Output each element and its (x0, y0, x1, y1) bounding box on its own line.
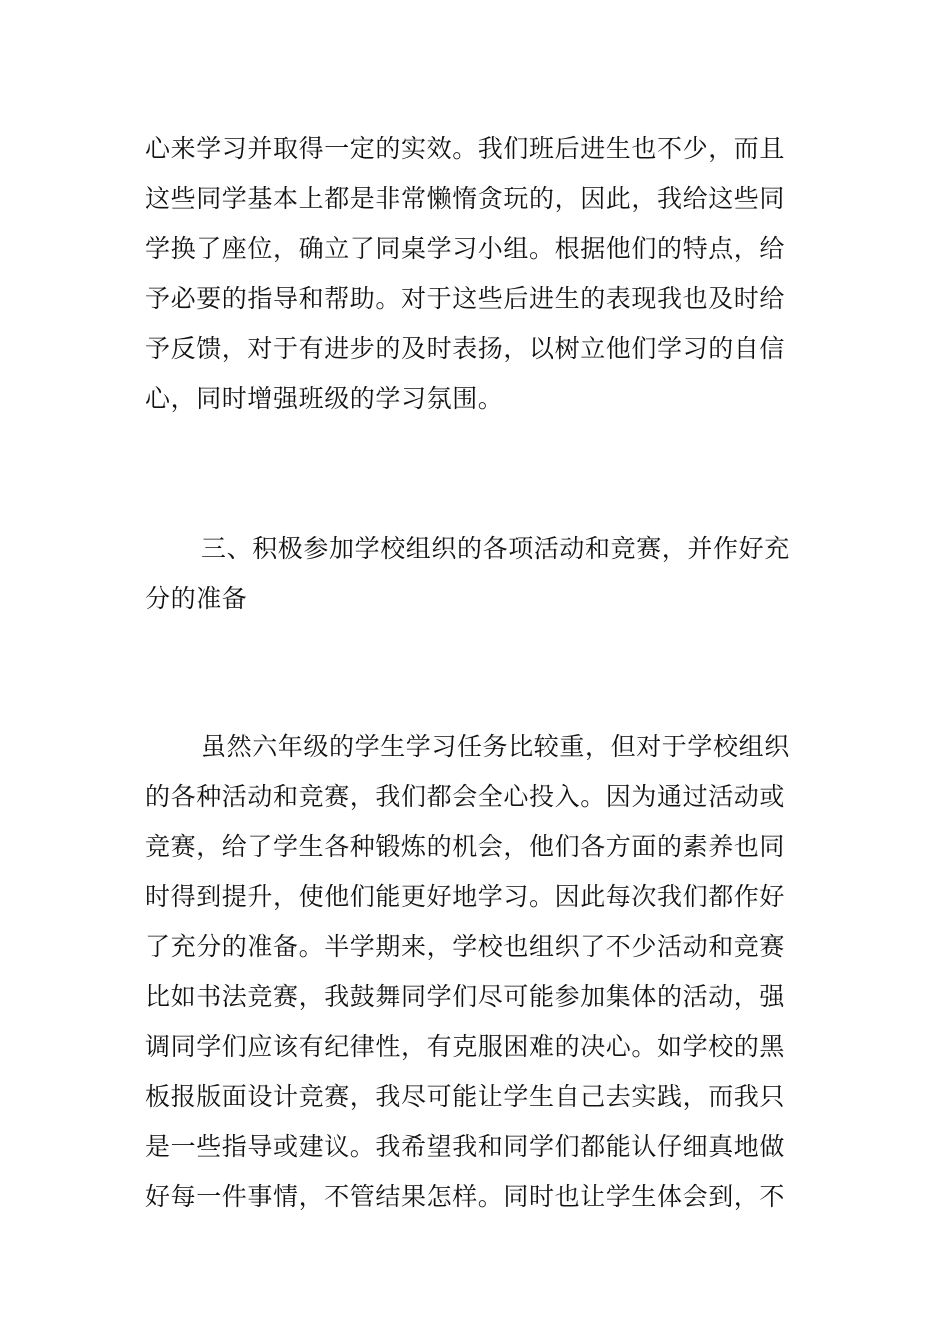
text-line: 心，同时增强班级的学习氛围。 (145, 384, 504, 413)
text-line: 学换了座位，确立了同桌学习小组。根据他们的特点，给 (145, 234, 786, 263)
heading-line: 分的准备 (145, 584, 248, 613)
paragraph-1 (145, 124, 810, 424)
text-line: 比如书法竞赛，我鼓舞同学们尽可能参加集体的活动，强 (145, 982, 786, 1011)
text-line: 这些同学基本上都是非常懒惰贪玩的，因此，我给这些同 (145, 184, 786, 213)
text-line: 好每一件事情，不管结果怎样。同时也让学生体会到，不 (145, 1182, 786, 1211)
text-line: 板报版面设计竞赛，我尽可能让学生自己去实践，而我只 (145, 1082, 786, 1111)
text-line: 虽然六年级的学生学习任务比较重，但对于学校组织 (201, 732, 790, 761)
text-line: 时得到提升，使他们能更好地学习。因此每次我们都作好 (145, 882, 786, 911)
text-line: 是一些指导或建议。我希望我和同学们都能认仔细真地做 (145, 1132, 786, 1161)
text-line: 心来学习并取得一定的实效。我们班后进生也不少，而且 (145, 134, 786, 163)
heading-line: 三、积极参加学校组织的各项活动和竞赛，并作好充 (201, 534, 790, 563)
text-line: 了充分的准备。半学期来，学校也组织了不少活动和竞赛 (145, 932, 786, 961)
text-line: 竞赛，给了学生各种锻炼的机会，他们各方面的素养也同 (145, 832, 786, 861)
text-line: 调同学们应该有纪律性，有克服困难的决心。如学校的黑 (145, 1032, 786, 1061)
text-line: 的各种活动和竞赛，我们都会全心投入。因为通过活动或 (145, 782, 786, 811)
paragraph-2 (145, 722, 810, 1222)
text-line: 予反馈，对于有进步的及时表扬，以树立他们学习的自信 (145, 334, 786, 363)
text-line: 予必要的指导和帮助。对于这些后进生的表现我也及时给 (145, 284, 786, 313)
section-heading-3 (145, 524, 810, 624)
